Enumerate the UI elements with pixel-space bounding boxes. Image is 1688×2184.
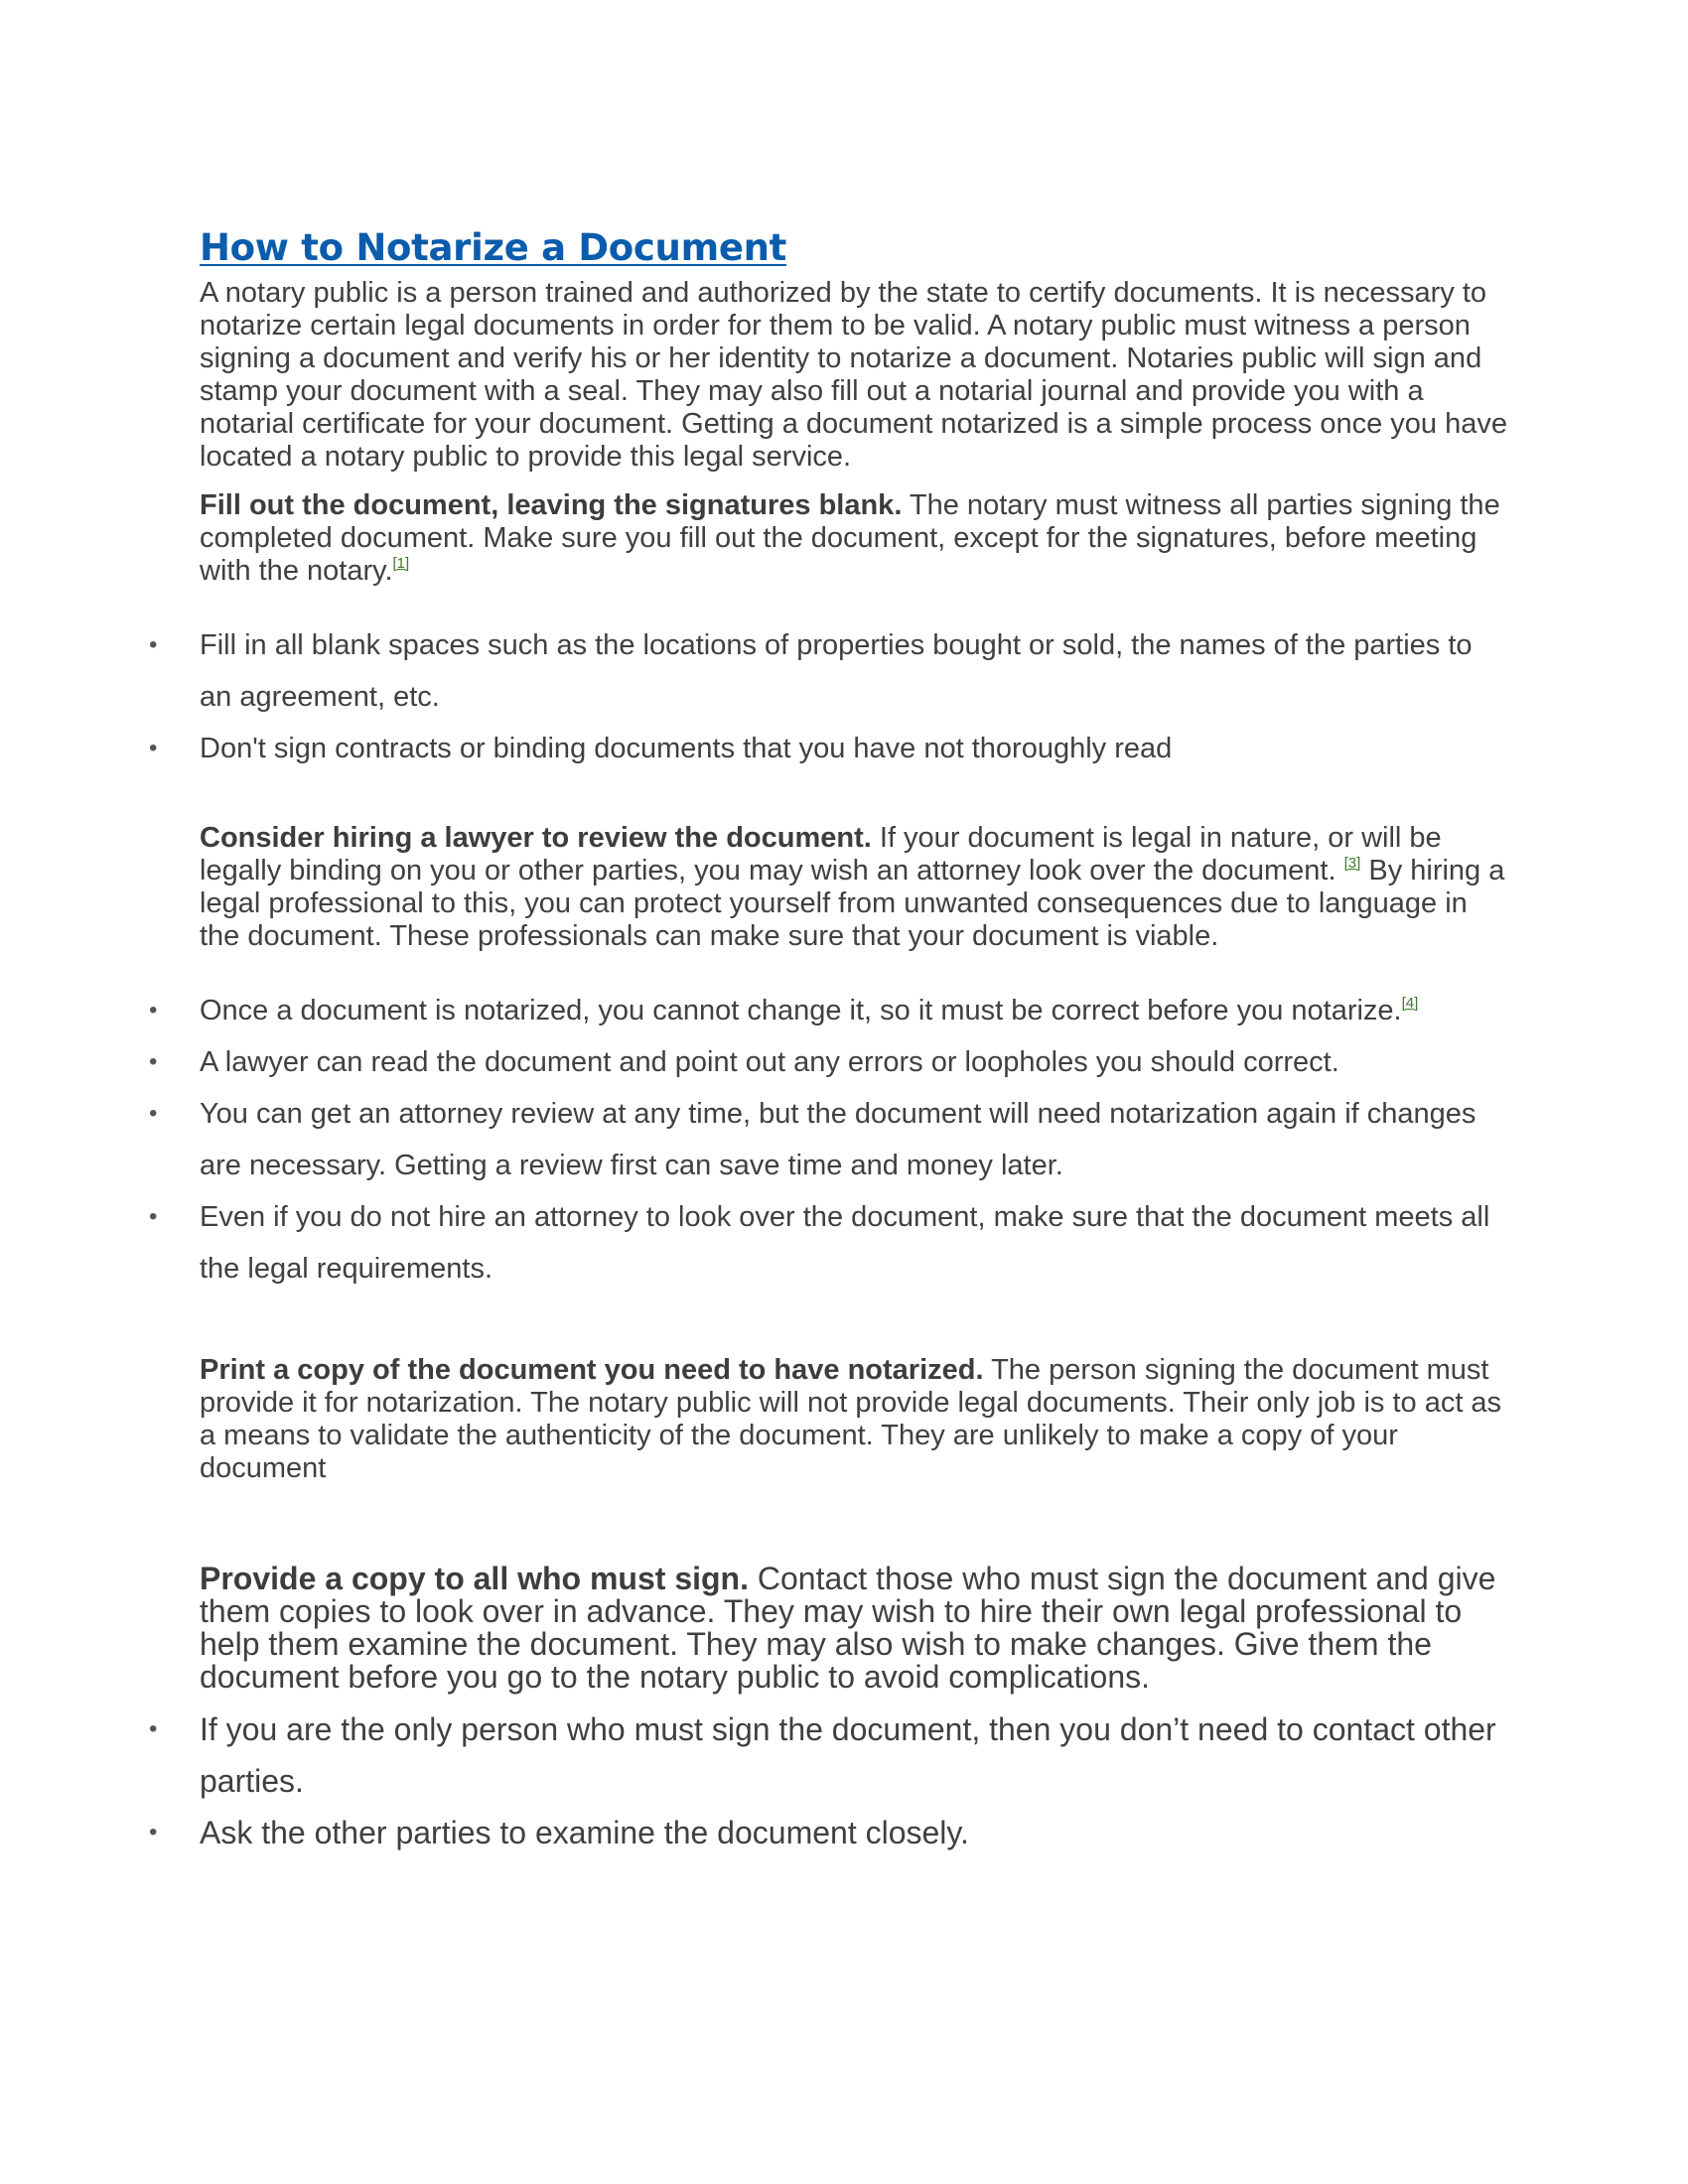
list-item — [149, 1191, 1510, 1295]
bullet-icon: • — [149, 735, 158, 761]
list-item-text: A lawyer can read the document and point out any errors or loopholes you should correct. — [200, 1046, 1339, 1078]
print-copy-paragraph — [200, 1354, 1510, 1485]
list-item — [149, 619, 1510, 723]
print-copy-body: The person signing the document must provide it for notarization. The notary public will not provide legal documents. Their only job is to act as a means to validate the authenticity of the document. They are unlikely to make a copy of your document — [200, 1354, 1502, 1484]
list-item-text: If you are the only person who must sign the document, then you don’t need to contact other parties. — [200, 1711, 1496, 1799]
provide-copy-paragraph — [200, 1563, 1510, 1694]
lawyer-heading: Consider hiring a lawyer to review the document. — [200, 822, 872, 854]
fill-out-body: The notary must witness all parties signing the completed document. Make sure you fill out the document, except for the signatures, before meeting with the notary. — [200, 489, 1500, 587]
bullet-icon: • — [149, 631, 158, 658]
list-item — [149, 1704, 1510, 1807]
list-item — [149, 985, 1510, 1036]
lawyer-body-part-2: By hiring a legal professional to this, you can protect yourself from unwanted consequences due to language in the document. These professionals can make sure that your document is viable. — [200, 855, 1505, 952]
print-copy-heading: Print a copy of the document you need to have notarized. — [200, 1354, 984, 1386]
lawyer-body-part-1: If your document is legal in nature, or will be legally binding on you or other parties, you may wish an attorney look over the document. — [200, 822, 1442, 887]
list-item — [149, 1807, 1510, 1858]
reference-link-1[interactable]: [1] — [392, 555, 410, 572]
list-item — [149, 723, 1510, 774]
bullet-icon: • — [149, 1715, 158, 1742]
list-item-text: You can get an attorney review at any time, but the document will need notarization again if changes are necessary. Getting a review first can save time and money later. — [200, 1098, 1477, 1181]
reference-link-4[interactable]: [4] — [1401, 995, 1419, 1012]
list-item-text: Ask the other parties to examine the document closely. — [200, 1815, 969, 1850]
fill-out-heading: Fill out the document, leaving the signatures blank. — [200, 489, 903, 521]
bullet-icon: • — [149, 997, 158, 1024]
bullet-icon: • — [149, 1100, 158, 1127]
lawyer-bullet-list — [149, 985, 1510, 1295]
list-item — [149, 1088, 1510, 1191]
document-content — [149, 225, 1510, 1858]
fill-out-paragraph — [200, 489, 1510, 588]
fill-out-bullet-list — [149, 619, 1510, 774]
provide-copy-body: Contact those who must sign the document and give them copies to look over in advance. They may wish to hire their own legal professional to help them examine the document. They may also wish to make changes. Give them the document before you go to the notary public to avoid complications. — [200, 1561, 1496, 1695]
bullet-icon: • — [149, 1203, 158, 1230]
provide-copy-bullet-list — [149, 1704, 1510, 1858]
list-item-text: Don't sign contracts or binding documents that you have not thoroughly read — [200, 733, 1173, 764]
provide-copy-heading: Provide a copy to all who must sign. — [200, 1561, 749, 1596]
list-item-text: Even if you do not hire an attorney to look over the document, make sure that the document meets all the legal requirements. — [200, 1201, 1490, 1285]
intro-paragraph: A notary public is a person trained and authorized by the state to certify documents. It is necessary to notarize certain legal documents in order for them to be valid. A notary public must witness a person signing a document and verify his or her identity to notarize a document. Notaries public will sign and stamp your document with a seal. They may also fill out a notarial journal and provide you with a notarial certificate for your document. Getting a document notarized is a simple process once you have located a notary public to provide this legal service. — [200, 277, 1507, 473]
list-item — [149, 1036, 1510, 1088]
bullet-icon: • — [149, 1048, 158, 1075]
reference-link-3[interactable]: [3] — [1343, 855, 1361, 872]
list-item-text: Fill in all blank spaces such as the locations of properties bought or sold, the names of the parties to an agreement, etc. — [200, 629, 1473, 713]
lawyer-paragraph — [200, 822, 1510, 953]
bullet-icon: • — [149, 1819, 158, 1845]
list-item-text: Once a document is notarized, you cannot change it, so it must be correct before you notarize. — [200, 995, 1402, 1026]
document-title[interactable]: How to Notarize a Document — [200, 226, 787, 269]
